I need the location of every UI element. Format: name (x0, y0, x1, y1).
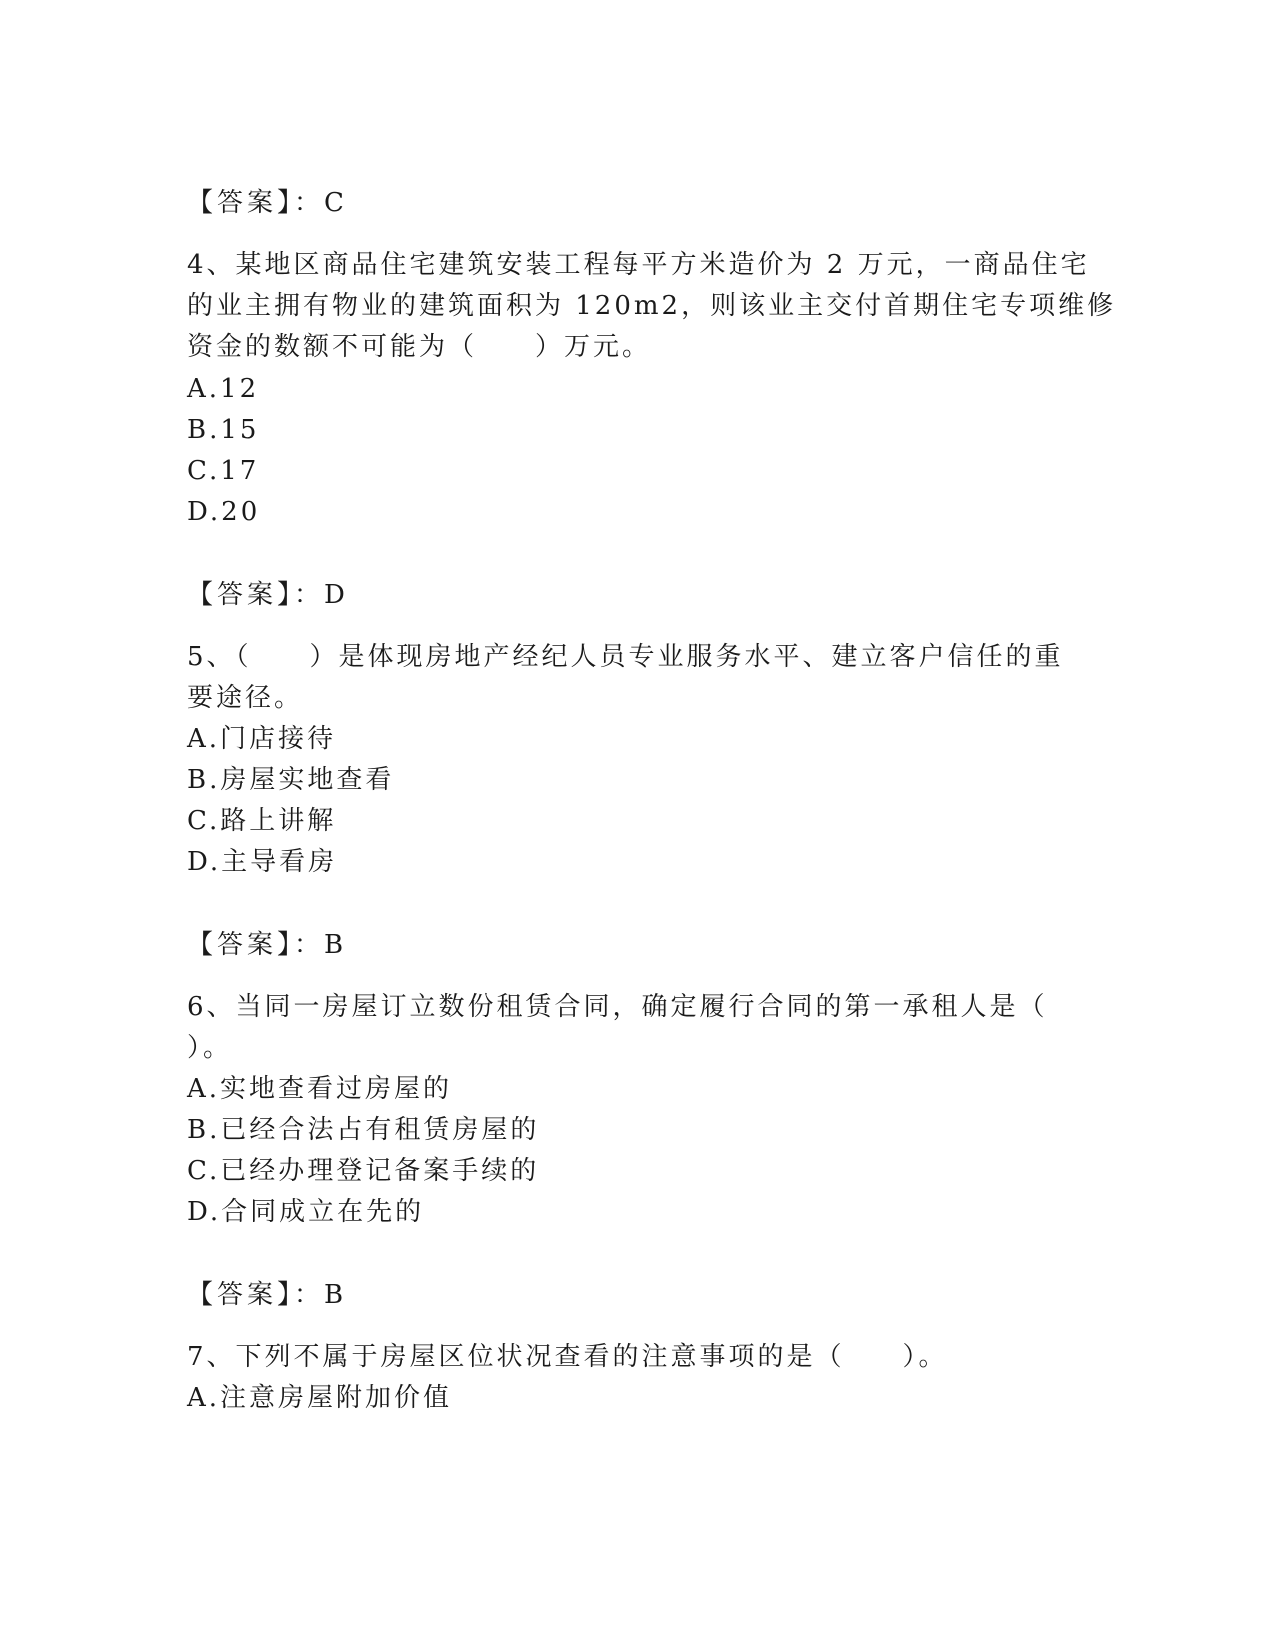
answer-line: 【答案】：B (187, 1280, 348, 1310)
question-6-stem-line-2: ）。 (187, 1033, 233, 1063)
question-5-option-d: D.主导看房 (187, 847, 338, 877)
question-5-option-c: C.路上讲解 (187, 806, 337, 836)
question-5-option-a: A.门店接待 (187, 724, 337, 754)
question-7-option-a: A.注意房屋附加价值 (187, 1383, 453, 1413)
question-4-stem-line-1: 4、某地区商品住宅建筑安装工程每平方米造价为 2 万元，一商品住宅 (187, 250, 1090, 280)
question-5-stem-line-1: 5、（ ）是体现房地产经纪人员专业服务水平、建立客户信任的重 (187, 642, 1064, 672)
question-4-option-c: C.17 (187, 456, 260, 486)
question-6-option-b: B.已经合法占有租赁房屋的 (187, 1115, 540, 1145)
question-7-stem-line-1: 7、下列不属于房屋区位状况查看的注意事项的是（ ）。 (187, 1342, 948, 1372)
question-4-stem-line-2: 的业主拥有物业的建筑面积为 120m2，则该业主交付首期住宅专项维修 (187, 291, 1117, 321)
question-4-option-d: D.20 (187, 497, 261, 527)
question-6-option-d: D.合同成立在先的 (187, 1197, 425, 1227)
question-4-option-a: A.12 (187, 374, 260, 404)
question-4-option-b: B.15 (187, 415, 260, 445)
question-4-stem-line-3: 资金的数额不可能为（ ）万元。 (187, 332, 652, 362)
question-6-option-a: A.实地查看过房屋的 (187, 1074, 453, 1104)
answer-line: 【答案】：C (187, 188, 348, 218)
question-6-option-c: C.已经办理登记备案手续的 (187, 1156, 540, 1186)
answer-line: 【答案】：D (187, 580, 349, 610)
question-6-stem-line-1: 6、当同一房屋订立数份租赁合同，确定履行合同的第一承租人是（ (187, 992, 1048, 1022)
question-5-option-b: B.房屋实地查看 (187, 765, 395, 795)
question-5-stem-line-2: 要途径。 (187, 683, 304, 713)
answer-line: 【答案】：B (187, 930, 348, 960)
